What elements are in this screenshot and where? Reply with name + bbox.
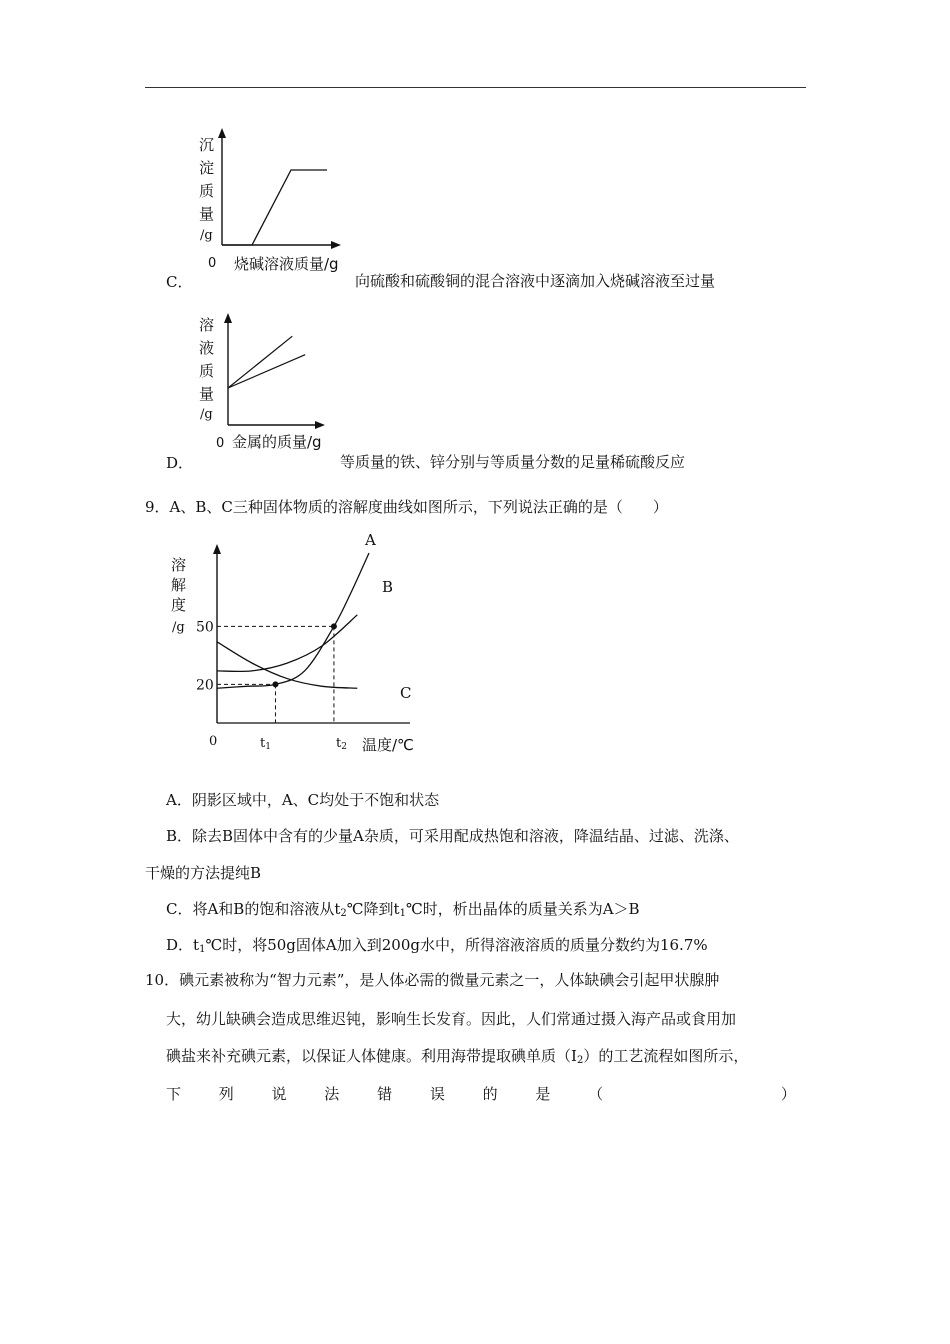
y-axis-arrow (224, 313, 232, 323)
x-tick-t2: t2 (336, 736, 347, 752)
chart-option-d (190, 308, 340, 458)
q9-option-c-part2: ℃降到t (346, 900, 400, 918)
q9-option-c (166, 899, 640, 919)
header-rule (145, 87, 806, 88)
q9-option-b-line1: B．除去B固体中含有的少量A杂质，可采用配成热饱和溶液，降温结晶、过滤、洗涤、 (166, 827, 739, 845)
y-label-4: 量 (199, 385, 215, 403)
x-label: 烧碱溶液质量/g (234, 255, 339, 273)
point-t2 (331, 623, 337, 629)
x-axis-arrow (331, 241, 341, 249)
x-axis-arrow (315, 421, 325, 429)
y-axis-arrow (213, 544, 221, 554)
chart-solubility (160, 525, 430, 760)
x-label: 温度/℃ (362, 736, 414, 754)
q9-option-d (166, 935, 708, 955)
label-a: A (365, 531, 376, 549)
y-label-5: /g (200, 228, 213, 243)
option-d-description: 等质量的铁、锌分别与等质量分数的足量稀硫酸反应 (340, 453, 686, 471)
y-axis-arrow (218, 128, 226, 138)
x-label: 金属的质量/g (232, 433, 322, 451)
option-c-label: C． (166, 273, 193, 291)
label-b: B (382, 578, 394, 596)
q9-option-b-line2: 干燥的方法提纯B (145, 864, 262, 882)
q10-char: 错 (377, 1085, 393, 1103)
q9-stem: 9．A、B、C三种固体物质的溶解度曲线如图所示，下列说法正确的是（ ） (145, 498, 668, 516)
y-label-2: 液 (199, 339, 215, 357)
q10-char: 的 (482, 1085, 498, 1103)
q9-option-d-part2: ℃时，将50g固体A加入到200g水中，所得溶液溶质的质量分数约为16.7% (205, 936, 708, 954)
q10-char: 误 (429, 1085, 445, 1103)
q9-option-c-part3: ℃时，析出晶体的质量关系为A＞B (405, 900, 640, 918)
x-tick-t1: t1 (260, 736, 271, 752)
q9-option-c-part1: C．将A和B的饱和溶液从t (166, 900, 341, 918)
q9-option-a: A．阴影区域中，A、C均处于不饱和状态 (166, 791, 440, 809)
option-d-label: D． (166, 454, 194, 472)
q10-char: 列 (218, 1085, 234, 1103)
y-tick-20: 20 (196, 677, 214, 694)
y-label-4: 量 (199, 205, 215, 223)
y-label-4: /g (172, 620, 185, 635)
label-c: C (400, 684, 412, 702)
y-label-1: 沉 (199, 136, 215, 154)
q10-line4 (166, 1083, 796, 1104)
series-steep (228, 336, 292, 388)
series-precipitate (222, 170, 327, 245)
q10-char: ） (780, 1085, 796, 1103)
q10-char: 法 (324, 1085, 340, 1103)
y-label-2: 淀 (199, 159, 215, 177)
y-tick-50: 50 (196, 619, 214, 636)
point-t1 (272, 681, 278, 687)
q10-line2: 大，幼儿缺碘会造成思维迟钝，影响生长发育。因此，人们常通过摄入海产品或食用加 (166, 1010, 737, 1028)
y-label-3: 质 (199, 362, 215, 380)
series-shallow (228, 355, 305, 388)
q10-char: 说 (271, 1085, 287, 1103)
y-label-2: 解 (171, 576, 187, 594)
y-label-1: 溶 (171, 556, 187, 574)
y-label-5: /g (200, 407, 213, 422)
q10-line3-part1: 碘盐来补充碘元素，以保证人体健康。利用海带提取碘单质（I (166, 1047, 577, 1065)
x-tick-0: 0 (209, 734, 218, 749)
y-label-1: 溶 (199, 316, 215, 334)
y-label-3: 质 (199, 182, 215, 200)
q9-option-d-part1: D．t (166, 936, 200, 954)
y-label-3: 度 (171, 596, 187, 614)
sub-2: 2 (576, 1055, 584, 1066)
sub-1: 1 (199, 944, 206, 955)
sub-1: 1 (399, 908, 406, 919)
chart-option-c (190, 125, 360, 280)
q10-char: 下 (166, 1085, 182, 1103)
q10-char: （ (588, 1085, 604, 1103)
q10-line1: 10．碘元素被称为“智力元素”，是人体必需的微量元素之一，人体缺碘会引起甲状腺肿 (145, 971, 720, 989)
q10-line3 (166, 1046, 748, 1066)
option-c-description: 向硫酸和硫酸铜的混合溶液中逐滴加入烧碱溶液至过量 (355, 272, 716, 290)
q10-char: 是 (535, 1085, 551, 1103)
curve-a (217, 553, 369, 688)
origin-label: 0 (208, 256, 217, 271)
q10-line3-part2: ）的工艺流程如图所示， (583, 1047, 749, 1065)
origin-label: 0 (216, 436, 225, 451)
sub-2: 2 (340, 908, 347, 919)
